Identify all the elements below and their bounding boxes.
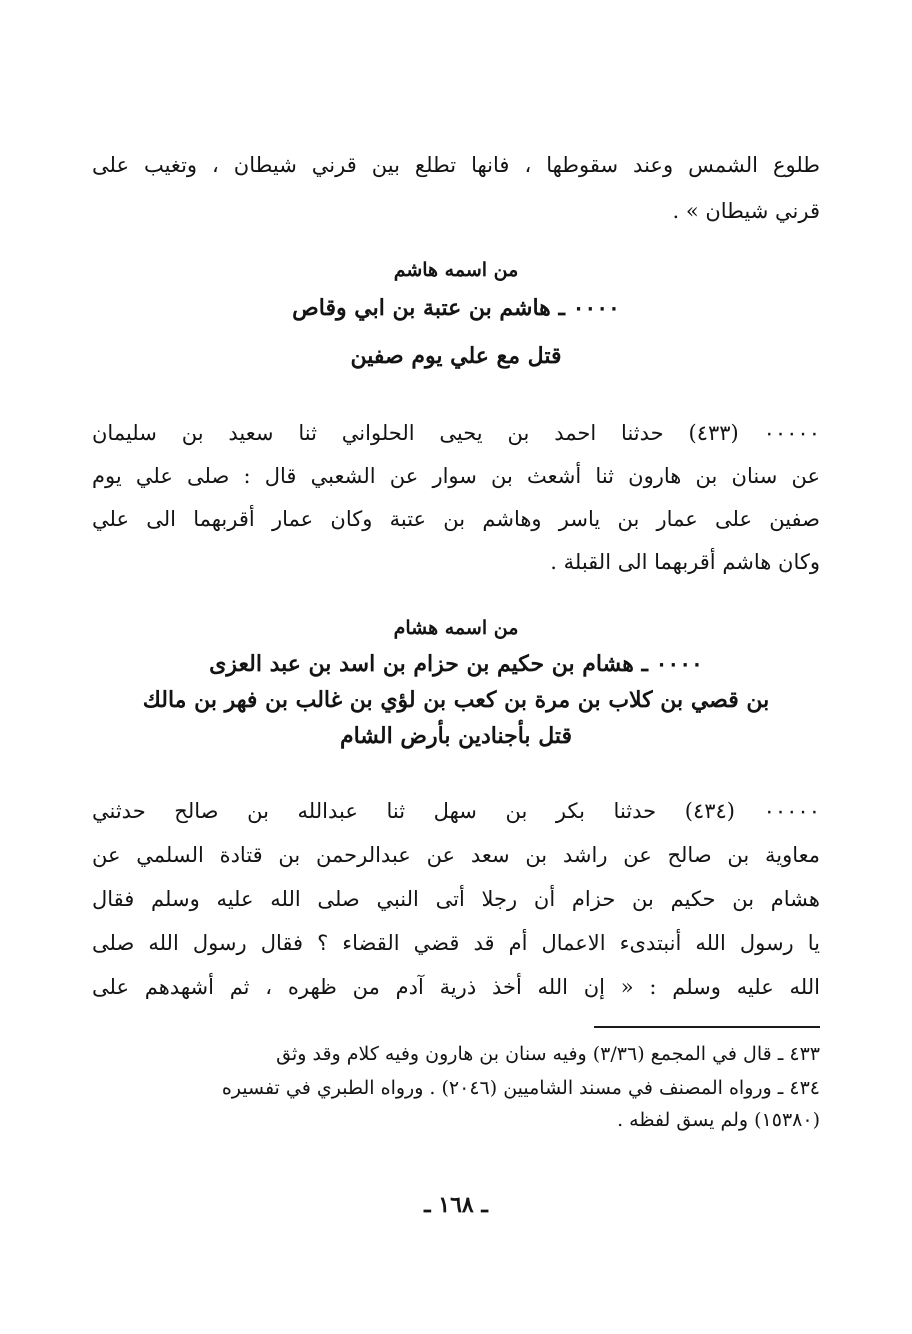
hadith-line: وكان هاشم أقربهما الى القبلة . bbox=[550, 550, 820, 574]
hadith-line: الله عليه وسلم : « إن الله أخذ ذرية آدم من ظهره ، ثم أشهدهم على bbox=[92, 975, 820, 999]
entry-name: ٠٠٠٠ ـ هشام بن حكيم بن حزام بن اسد بن عبد العزى bbox=[209, 651, 703, 677]
page-number: ـ ١٦٨ ـ bbox=[424, 1192, 488, 1218]
hadith-line: صفين على عمار بن ياسر وهاشم بن عتبة وكان عمار أقربهما الى علي bbox=[92, 507, 820, 531]
entry-note: قتل مع علي يوم صفين bbox=[350, 343, 562, 369]
section-heading: من اسمه هاشم bbox=[393, 259, 519, 281]
hadith-line: ٠٠٠٠٠ (٤٣٣) حدثنا احمد بن يحيى الحلواني ثنا سعيد بن سليمان bbox=[92, 421, 820, 445]
hadith-line: هشام بن حكيم بن حزام أن رجلا أتى النبي صلى الله عليه وسلم فقال bbox=[92, 887, 820, 911]
entry-name: بن قصي بن كلاب بن مرة بن كعب بن لؤي بن غالب بن فهر بن مالك bbox=[142, 687, 770, 713]
intro-line: قرني شيطان » . bbox=[672, 199, 820, 223]
footnote-line: ٤٣٤ ـ ورواه المصنف في مسند الشاميين (٢٠٤٦) . ورواه الطبري في تفسيره bbox=[221, 1077, 820, 1099]
footnote-line: (١٥٣٨٠) ولم يسق لفظه . bbox=[617, 1109, 820, 1131]
hadith-line: ٠٠٠٠٠ (٤٣٤) حدثنا بكر بن سهل ثنا عبدالله بن صالح حدثني bbox=[92, 799, 820, 823]
entry-name: ٠٠٠٠ ـ هاشم بن عتبة بن ابي وقاص bbox=[292, 295, 620, 321]
hadith-line: يا رسول الله أنبتدىء الاعمال أم قد قضي القضاء ؟ فقال رسول الله صلى bbox=[92, 931, 820, 955]
hadith-line: عن سنان بن هارون ثنا أشعث بن سوار عن الشعبي قال : صلى علي يوم bbox=[92, 464, 820, 488]
intro-line: طلوع الشمس وعند سقوطها ، فانها تطلع بين قرني شيطان ، وتغيب على bbox=[92, 153, 820, 177]
hadith-line: معاوية بن صالح عن راشد بن سعد عن عبدالرحمن بن قتادة السلمي عن bbox=[92, 843, 820, 867]
footnote-separator bbox=[594, 1026, 820, 1028]
entry-note: قتل بأجنادين بأرض الشام bbox=[339, 723, 573, 749]
section-heading: من اسمه هشام bbox=[393, 617, 519, 639]
footnote-line: ٤٣٣ ـ قال في المجمع (٣/٣٦) وفيه سنان بن هارون وفيه كلام وقد وثق bbox=[276, 1043, 820, 1065]
